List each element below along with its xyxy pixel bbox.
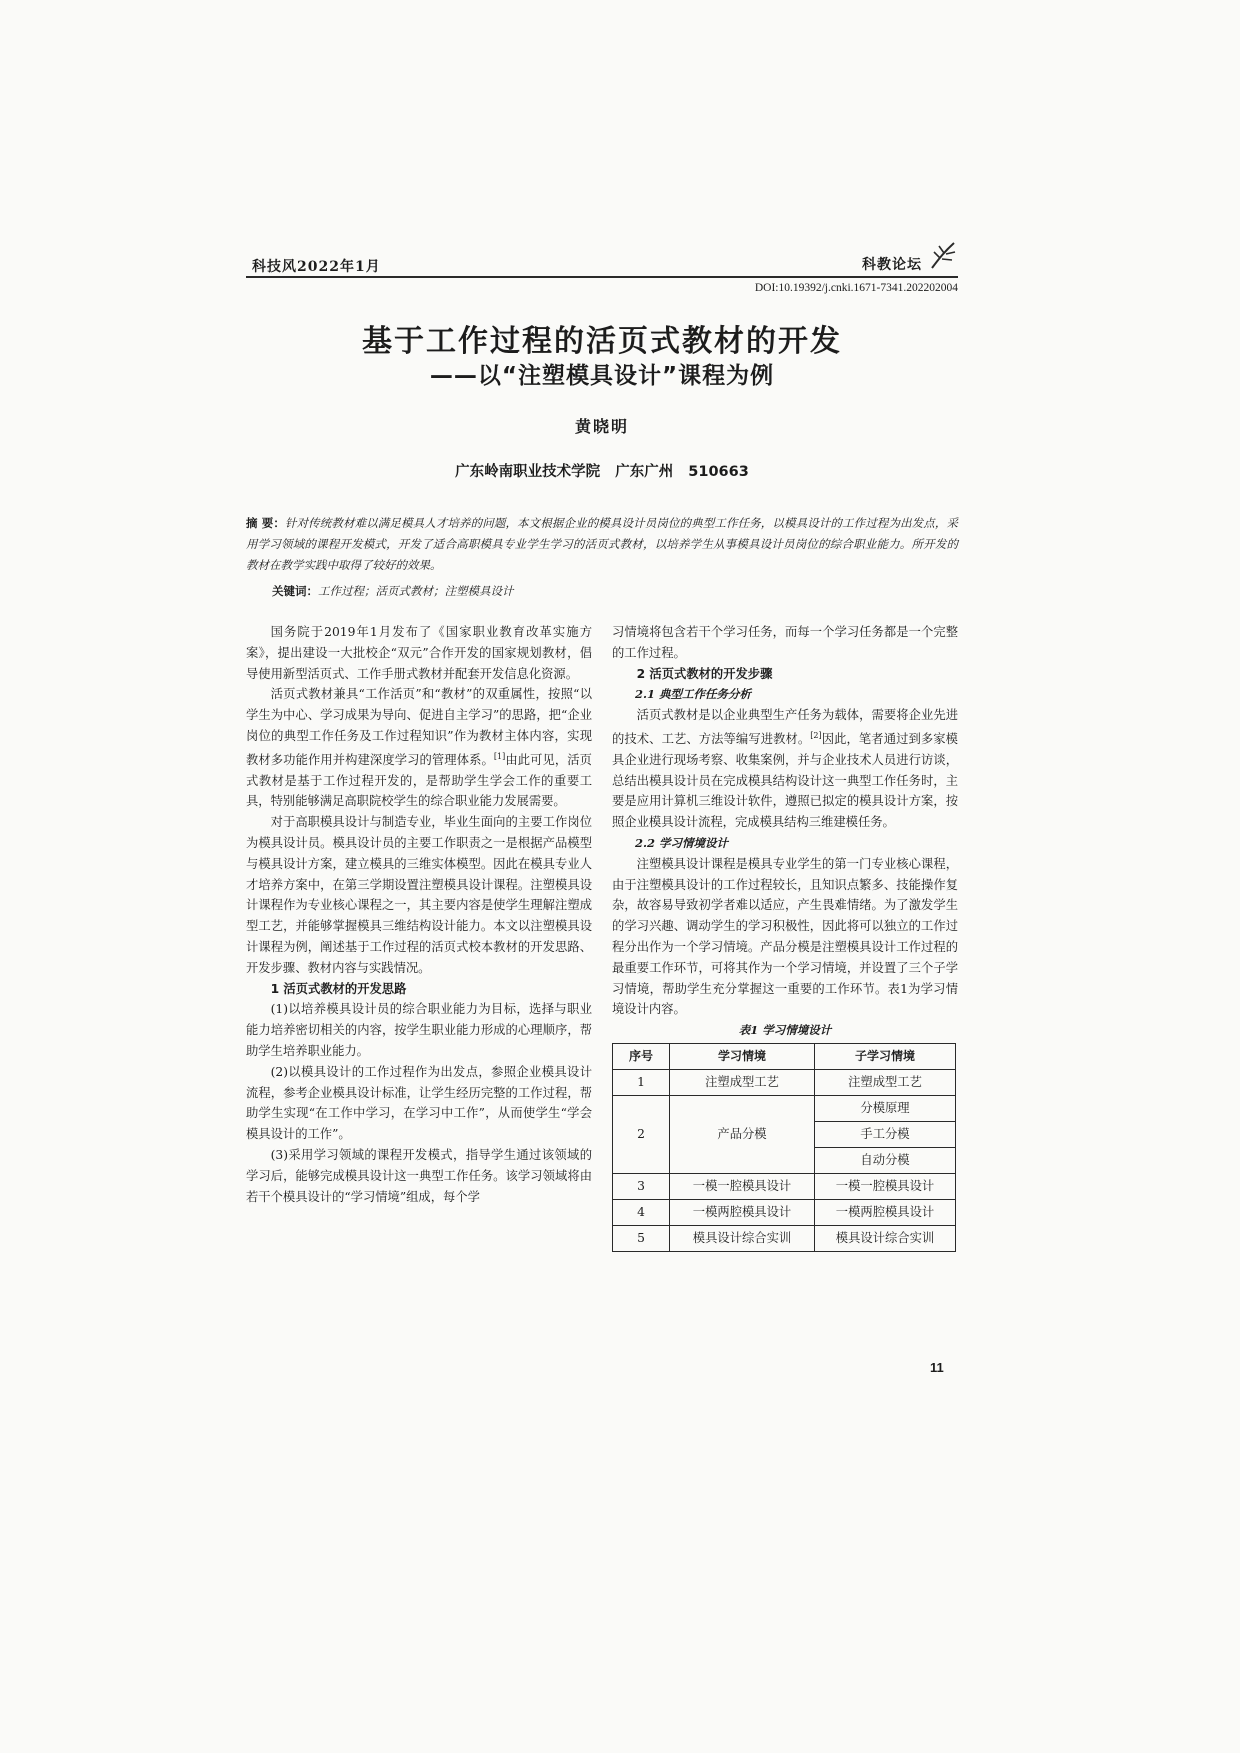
table-caption: 表1 学习情境设计 [738, 1023, 832, 1038]
row-no: 2 [613, 1096, 670, 1174]
journal-issue: 科技风2022年1月 [252, 259, 381, 275]
page-number: 11 [930, 1360, 944, 1375]
col-header-sub-situation: 子学习情境 [815, 1044, 956, 1070]
row-sub: 手工分模 [815, 1122, 956, 1148]
section-heading: 1 活页式教材的开发思路 [270, 981, 407, 996]
paragraph-text: 活页式教材是以企业典型生产任务为载体，需要将企业先进的技术、工艺、方法等编写进教材。 [612, 708, 958, 747]
table-row [613, 1226, 956, 1252]
row-situation: 注塑成型工艺 [670, 1070, 815, 1096]
doi: DOI:10.19392/j.cnki.1671-7341.202202004 [754, 282, 958, 294]
keywords [272, 583, 958, 599]
paragraph: (3)采用学习领域的课程开发模式，指导学生通过该领域的学习后，能够完成模具设计这一典型工作任务。该学习领域将由若干个模具设计的“学习情境”组成，每个学 [246, 1148, 592, 1204]
row-sub: 一模两腔模具设计 [815, 1200, 956, 1226]
citation: [1] [493, 751, 506, 761]
author: 黄晓明 [574, 417, 629, 436]
section-heading: 2 活页式教材的开发步骤 [636, 666, 773, 681]
table-row [613, 1070, 956, 1096]
paragraph [612, 705, 958, 833]
row-situation: 一模一腔模具设计 [670, 1174, 815, 1200]
row-situation: 模具设计综合实训 [670, 1226, 815, 1252]
row-no: 3 [613, 1174, 670, 1200]
subsection-heading: 2.1 典型工作任务分析 [635, 687, 752, 702]
keywords-text: 工作过程；活页式教材；注塑模具设计 [318, 584, 514, 598]
row-sub: 分模原理 [815, 1096, 956, 1122]
abstract [246, 513, 958, 576]
paragraph: 习情境将包含若干个学习任务，而每一个学习任务都是一个完整的工作过程。 [612, 625, 958, 660]
learning-situation-table [612, 1043, 956, 1252]
table-row [613, 1200, 956, 1226]
paragraph-text: 活页式教材兼具“工作活页”和“教材”的双重属性，按照“以学生为中心、学习成果为导向、促进自主学习”的思路，把“企业岗位的典型工作任务及工作过程知识”作为教材主体内容，实现教材多功能作用并构建深度学习的管理体系。 [246, 687, 592, 767]
row-sub: 一模一腔模具设计 [815, 1174, 956, 1200]
col-header-situation: 学习情境 [670, 1044, 815, 1070]
abstract-text: 针对传统教材难以满足模具人才培养的问题，本文根据企业的模具设计员岗位的典型工作任务，以模具设计的工作过程为出发点，采用学习领域的课程开发模式，开发了适合高职模具专业学生学习的活页式教材，以培养学生从事模具设计员岗位的综合职业能力。所开发的教材在教学实践中取得了较好的效果。 [246, 516, 958, 572]
section-name: 科教论坛 [862, 257, 922, 273]
row-sub: 自动分模 [815, 1148, 956, 1174]
table-header-row [613, 1044, 956, 1070]
row-situation: 一模两腔模具设计 [670, 1200, 815, 1226]
affiliation: 广东岭南职业技术学院 广东广州 510663 [455, 464, 749, 480]
row-no: 1 [613, 1070, 670, 1096]
paragraph: 注塑模具设计课程是模具专业学生的第一门专业核心课程，由于注塑模具设计的工作过程较长，且知识点繁多、技能操作复杂，故容易导致初学者难以适应，产生畏难情绪。为了激发学生的学习兴趣、调动学生的学习积极性，因此将可以独立的工作过程分出作为一个学习情境。产品分模是注塑模具设计工作过程的最重要工作环节，可将其作为一个学习情境，并设置了三个子学习情境，帮助学生充分掌握这一重要的工作环节。表1为学习情境设计内容。 [612, 856, 958, 1017]
feather-logo-icon [928, 240, 958, 272]
article-title: 基于工作过程的活页式教材的开发 [362, 324, 842, 359]
paragraph: (1)以培养模具设计员的综合职业能力为目标，选择与职业能力培养密切相关的内容，按学生职业能力形成的心理顺序，帮助学生培养职业能力。 [246, 1002, 592, 1059]
row-no: 5 [613, 1226, 670, 1252]
row-situation: 产品分模 [670, 1096, 815, 1174]
article-subtitle: ——以“注塑模具设计”课程为例 [429, 363, 775, 389]
row-sub: 模具设计综合实训 [815, 1226, 956, 1252]
paragraph [246, 684, 592, 812]
paragraph: 对于高职模具设计与制造专业，毕业生面向的主要工作岗位为模具设计员。模具设计员的主要工作职责之一是根据产品模型与模具设计方案，建立模具的三维实体模型。因此在模具专业人才培养方案中，在第三学期设置注塑模具设计课程。注塑模具设计课程作为专业核心课程之一，其主要内容是使学生理解注塑成型工艺，并能够掌握模具三维结构设计能力。本文以注塑模具设计课程为例，阐述基于工作过程的活页式校本教材的开发思路、开发步骤、教材内容与实践情况。 [246, 815, 592, 975]
abstract-label: 摘 要： [246, 516, 285, 530]
keywords-label: 关键词： [272, 584, 318, 598]
paragraph: (2)以模具设计的工作过程作为出发点，参照企业模具设计流程，参考企业模具设计标准，让学生经历完整的工作过程，帮助学生实现“在工作中学习，在学习中工作”，从而使学生“学会模具设计的工作”。 [246, 1064, 592, 1142]
table-row [613, 1174, 956, 1200]
citation: [2] [810, 730, 822, 740]
row-no: 4 [613, 1200, 670, 1226]
right-column [612, 622, 958, 1252]
paragraph: 国务院于2019年1月发布了《国家职业教育改革实施方案》，提出建设一大批校企“双元”合作开发的国家规划教材，倡导使用新型活页式、工作手册式教材并配套开发信息化资源。 [246, 625, 592, 681]
table-row [613, 1096, 956, 1122]
paragraph-text: 因此，笔者通过到多家模具企业进行现场考察、收集案例，并与企业技术人员进行访谈，总结出模具设计员在完成模具结构设计这一典型工作任务时，主要是应用计算机三维设计软件，遵照已拟定的模具设计方案，按照企业模具设计流程，完成模具结构三维建模任务。 [612, 732, 958, 830]
header-rule [246, 276, 958, 278]
col-header-no: 序号 [613, 1044, 670, 1070]
left-column [246, 622, 592, 1207]
paragraph-text: 由此可见，活页式教材是基于工作过程开发的，是帮助学生学会工作的重要工具，特别能够满足高职院校学生的综合职业能力发展需要。 [246, 752, 592, 809]
row-sub: 注塑成型工艺 [815, 1070, 956, 1096]
subsection-heading: 2.2 学习情境设计 [635, 836, 729, 851]
